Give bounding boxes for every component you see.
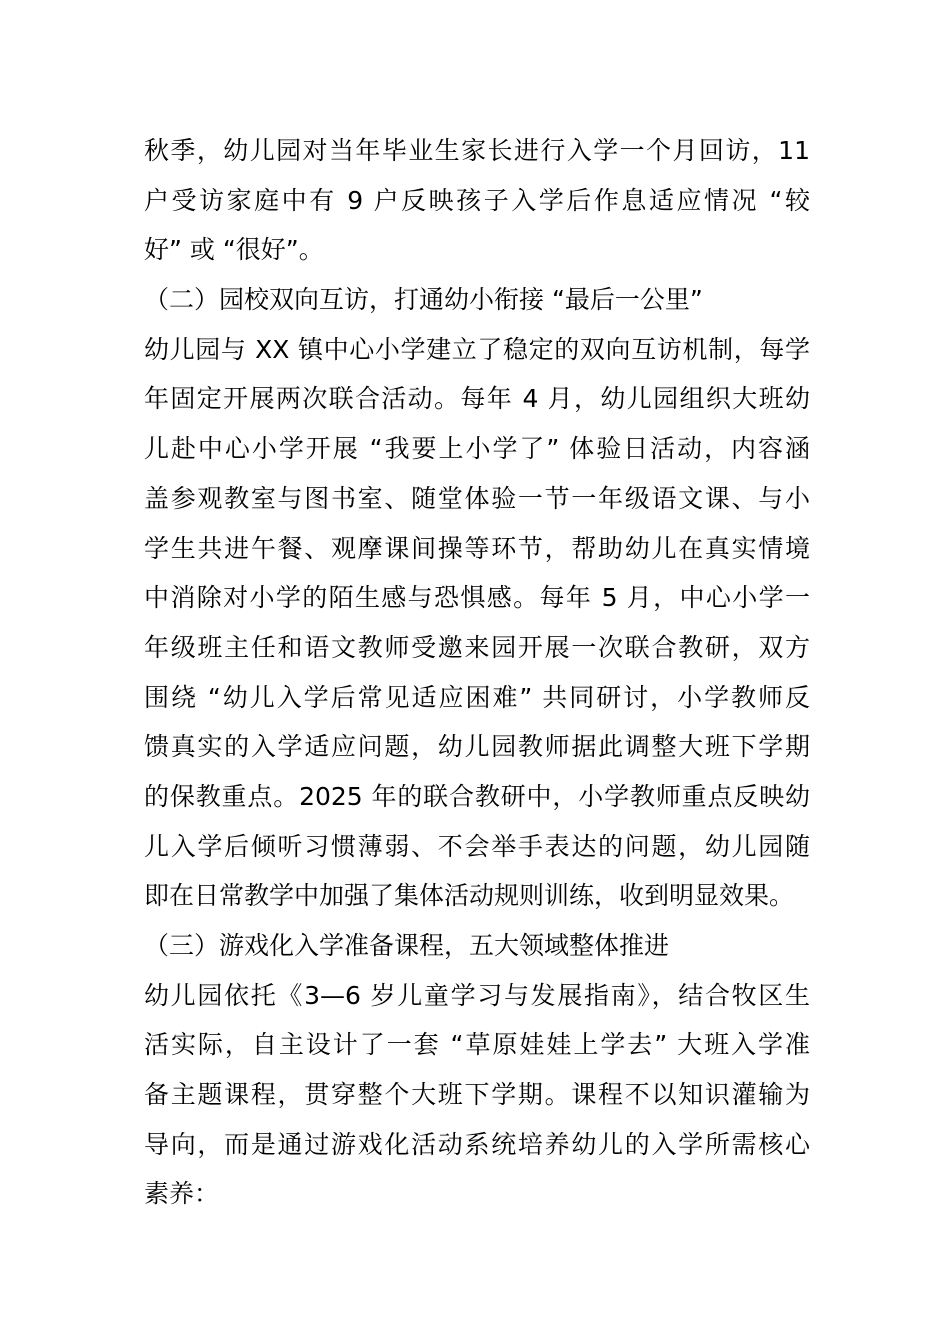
text-line: 学生共进午餐、观摩课间操等环节，帮助幼儿在真实情境 [144, 533, 810, 563]
text-line: 素养： [144, 1179, 220, 1209]
text-line: 备主题课程，贯穿整个大班下学期。课程不以知识灌输为 [144, 1080, 810, 1110]
text-line: 户受访家庭中有 9 户反映孩子入学后作息适应情况 “较 [144, 185, 810, 215]
text-line: 幼儿园依托《3—6 岁儿童学习与发展指南》，结合牧区生 [144, 980, 810, 1010]
text-line: 盖参观教室与图书室、随堂体验一节一年级语文课、与小 [144, 483, 810, 513]
section-heading-2: （二）园校双向互访，打通幼小衔接 “最后一公里” [144, 285, 703, 315]
text-line: 馈真实的入学适应问题，幼儿园教师据此调整大班下学期 [144, 732, 810, 762]
text-line: 即在日常教学中加强了集体活动规则训练，收到明显效果。 [144, 881, 795, 911]
text-line: 年固定开展两次联合活动。每年 4 月，幼儿园组织大班幼 [144, 384, 810, 414]
text-line: 活实际，自主设计了一套 “草原娃娃上学去” 大班入学准 [144, 1030, 810, 1060]
text-line: 年级班主任和语文教师受邀来园开展一次联合教研，双方 [144, 632, 810, 662]
text-line: 中消除对小学的陌生感与恐惧感。每年 5 月，中心小学一 [144, 583, 810, 613]
body-text [144, 126, 810, 1219]
text-line: 导向，而是通过游戏化活动系统培养幼儿的入学所需核心 [144, 1129, 810, 1159]
text-line: 的保教重点。2025 年的联合教研中，小学教师重点反映幼 [144, 781, 810, 811]
text-line: 儿赴中心小学开展 “我要上小学了” 体验日活动，内容涵 [144, 434, 810, 464]
text-line: 幼儿园与 XX 镇中心小学建立了稳定的双向互访机制，每学 [144, 334, 810, 364]
text-line: 好” 或 “很好”。 [144, 235, 324, 265]
text-line: 儿入学后倾听习惯薄弱、不会举手表达的问题，幼儿园随 [144, 831, 810, 861]
section-heading-3: （三）游戏化入学准备课程，五大领域整体推进 [144, 931, 670, 960]
text-line: 秋季，幼儿园对当年毕业生家长进行入学一个月回访，11 [144, 136, 810, 165]
text-line: 围绕 “幼儿入学后常见适应困难” 共同研讨，小学教师反 [144, 682, 810, 712]
